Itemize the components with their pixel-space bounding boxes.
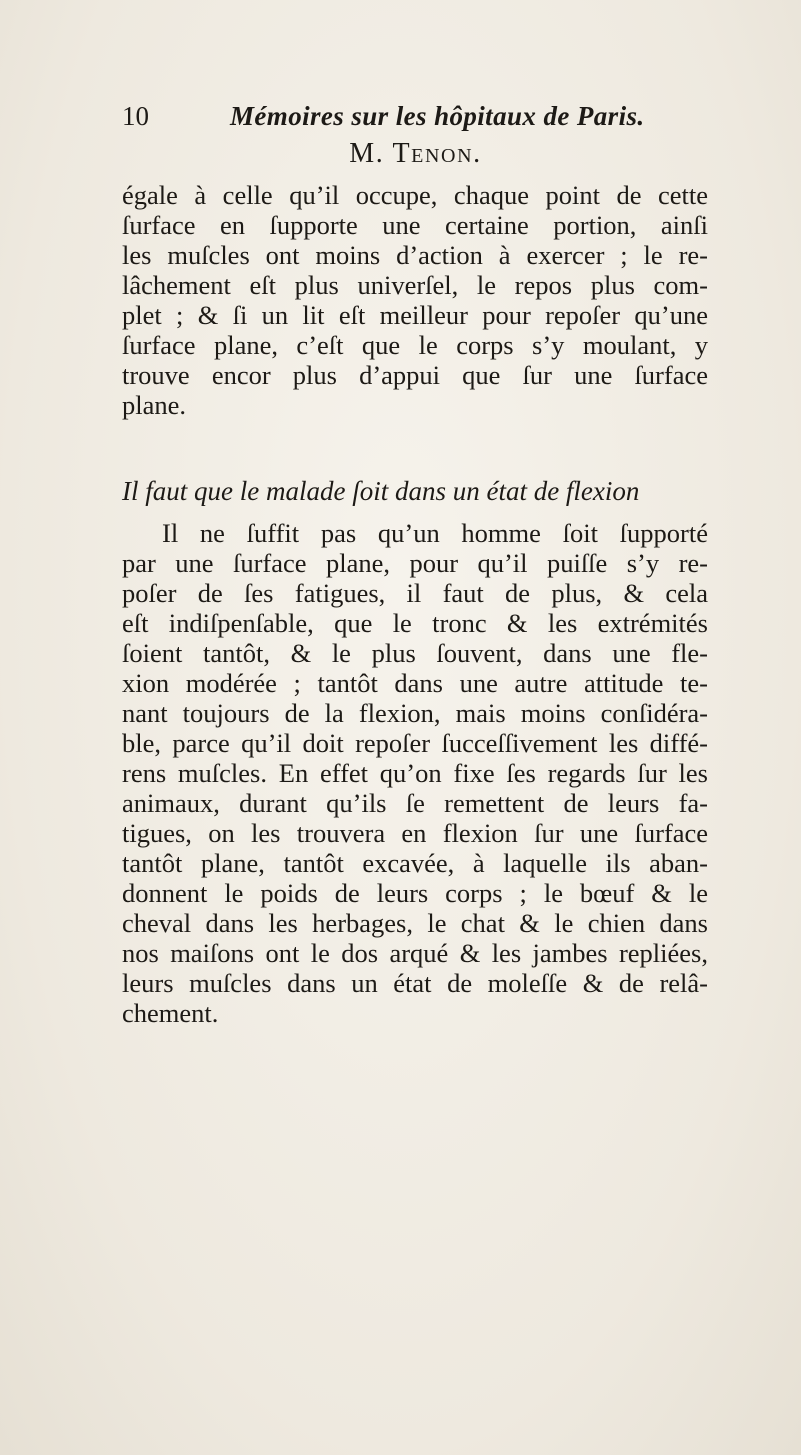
text-line: par une ſurface plane, pour qu’il puiſſe s’y re- [122, 548, 708, 578]
running-title: Mémoires sur les hôpitaux de Paris. [230, 101, 645, 131]
text-line: tigues, on les trouvera en flexion ſur une ſurface [122, 818, 708, 848]
text-line: ble, parce qu’il doit repoſer ſucceſſivement les diffé- [122, 728, 708, 758]
text-line: rens muſcles. En effet qu’on fixe ſes regards ſur les [122, 758, 708, 788]
text-line: les muſcles ont moins d’action à exercer ; le re- [122, 240, 708, 270]
text-line: nos maiſons ont le dos arqué & les jambes repliées, [122, 938, 708, 968]
page-number: 10 [122, 101, 149, 131]
text-line: animaux, durant qu’ils ſe remettent de leurs fa- [122, 788, 708, 818]
text-line: ſurface en ſupporte une certaine portion, ainſi [122, 210, 708, 240]
running-head [122, 96, 702, 136]
text-line: poſer de ſes fatigues, il faut de plus, & cela [122, 578, 708, 608]
text-line: donnent le poids de leurs corps ; le bœuf & le [122, 878, 708, 908]
text-line: plane. [122, 390, 187, 420]
text-line: nant toujours de la flexion, mais moins conſidéra- [122, 698, 708, 728]
author-heading: M. Tenon. [349, 138, 482, 169]
text-line: trouve encor plus d’appui que ſur une ſurface [122, 360, 708, 390]
text-line: xion modérée ; tantôt dans une autre attitude te- [122, 668, 708, 698]
text-line: ſoient tantôt, & le plus ſouvent, dans une fle- [122, 638, 708, 668]
text-line: égale à celle qu’il occupe, chaque point de cette [122, 180, 708, 210]
text-line: plet ; & ſi un lit eſt meilleur pour repoſer qu’une [122, 300, 708, 330]
text-line: Il ne ſuffit pas qu’un homme ſoit ſupporté [162, 518, 708, 548]
text-line: chement. [122, 998, 219, 1028]
text-line: lâchement eſt plus univerſel, le repos plus com- [122, 270, 708, 300]
text-line: eſt indiſpenſable, que le tronc & les extrémités [122, 608, 708, 638]
text-line: leurs muſcles dans un état de moleſſe & de relâ- [122, 968, 708, 998]
text-line: tantôt plane, tantôt excavée, à laquelle ils aban- [122, 848, 708, 878]
paragraph-1 [122, 180, 708, 420]
text-line: ſurface plane, c’eſt que le corps s’y moulant, y [122, 330, 708, 360]
paragraph-2 [122, 518, 708, 1028]
text-line: cheval dans les herbages, le chat & le chien dans [122, 908, 708, 938]
section-subheading: Il faut que le malade ſoit dans un état de flexion [122, 476, 640, 506]
